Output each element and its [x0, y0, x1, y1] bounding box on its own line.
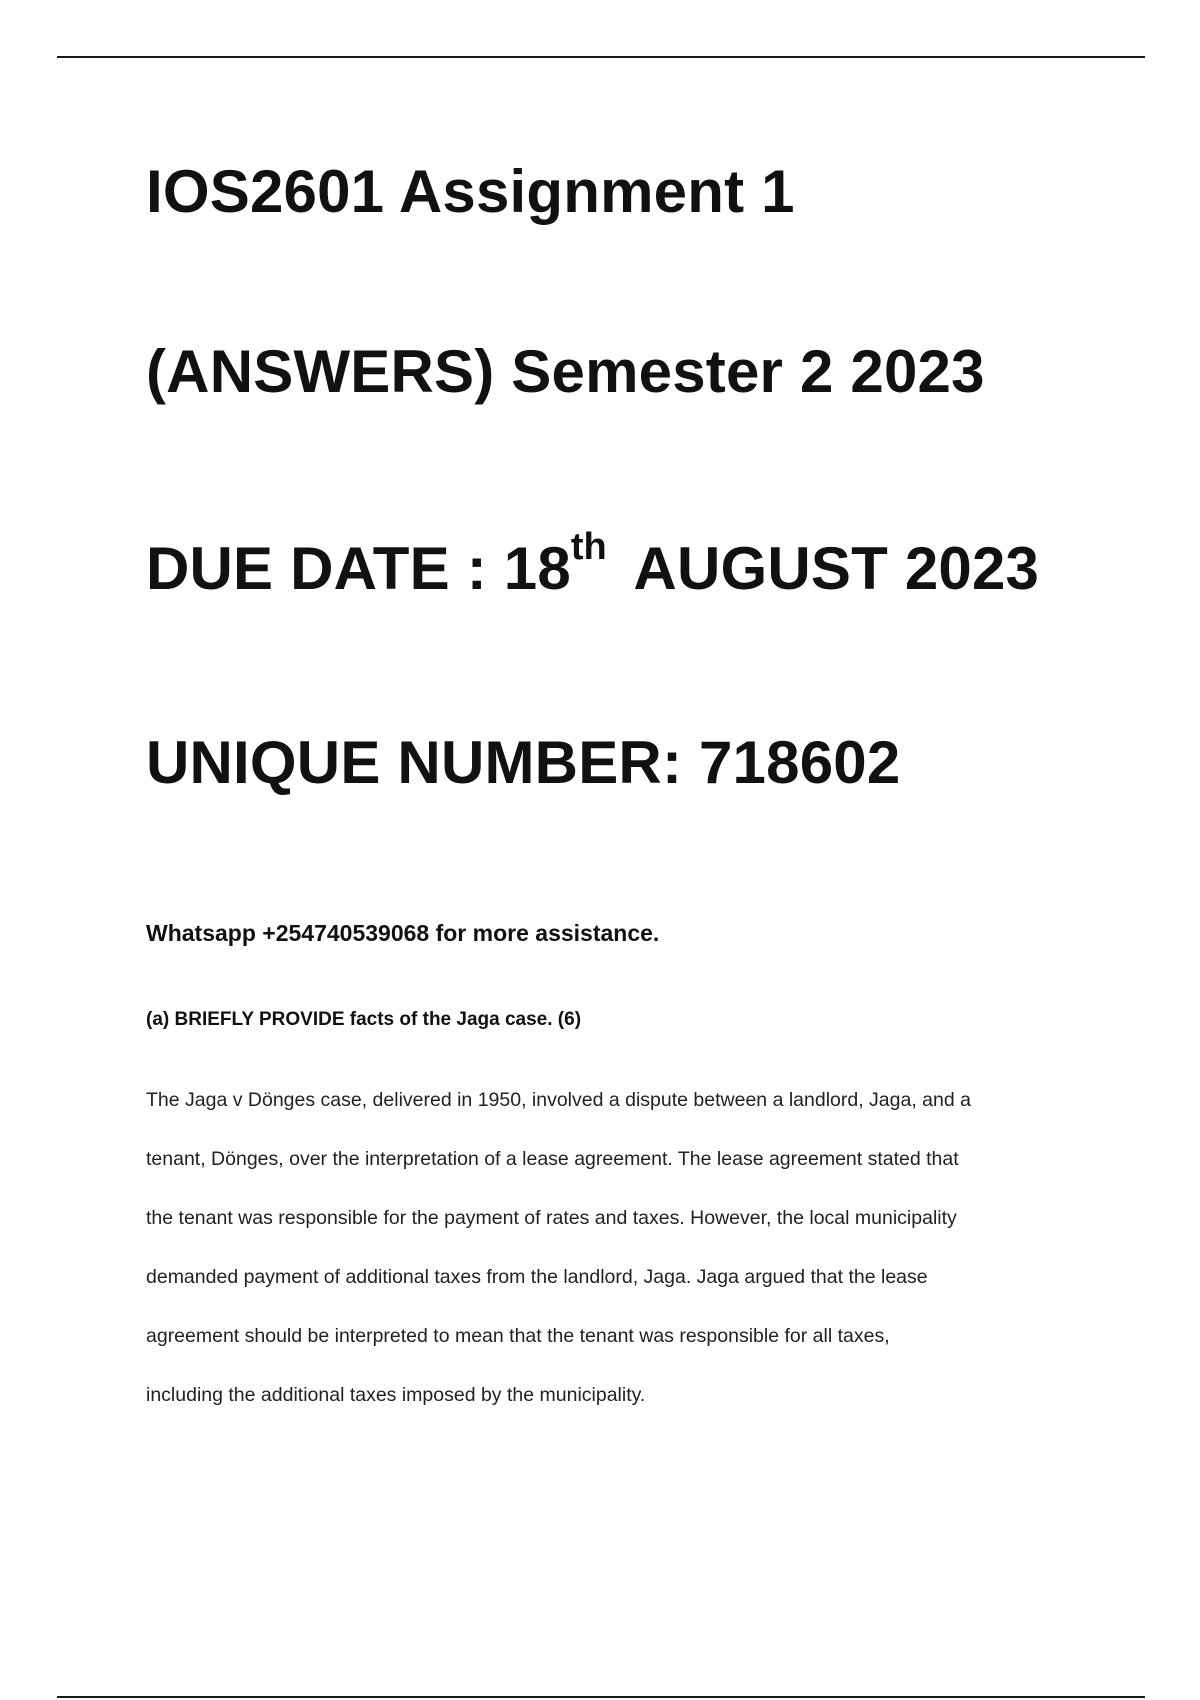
- answer-line: demanded payment of additional taxes from the landlord, Jaga. Jaga argued that the lease: [146, 1266, 928, 1288]
- due-date-month: AUGUST 2023: [633, 535, 1040, 602]
- unique-number-heading: UNIQUE NUMBER: 718602: [146, 729, 901, 796]
- answer-line: the tenant was responsible for the payment of rates and taxes. However, the local municipality: [146, 1207, 957, 1229]
- due-date-ordinal: th: [570, 526, 607, 568]
- answer-line: tenant, Dönges, over the interpretation of a lease agreement. The lease agreement stated that: [146, 1148, 959, 1170]
- title-assignment: IOS2601 Assignment 1: [146, 158, 795, 225]
- question-a: (a) BRIEFLY PROVIDE facts of the Jaga case. (6): [146, 1009, 582, 1030]
- answer-line: The Jaga v Dönges case, delivered in 1950, involved a dispute between a landlord, Jaga, and a: [146, 1089, 971, 1111]
- title-answers-semester: (ANSWERS) Semester 2 2023: [146, 338, 985, 405]
- answer-line: agreement should be interpreted to mean that the tenant was responsible for all taxes,: [146, 1325, 890, 1347]
- whatsapp-contact: Whatsapp +254740539068 for more assistance.: [146, 920, 660, 946]
- due-date-heading: [146, 526, 1040, 602]
- due-date-day: DUE DATE : 18: [146, 535, 571, 602]
- answer-line: including the additional taxes imposed by the municipality.: [146, 1384, 646, 1406]
- top-rule: [57, 56, 1145, 58]
- bottom-rule: [57, 1696, 1145, 1698]
- answer-paragraph: [146, 1083, 1106, 1437]
